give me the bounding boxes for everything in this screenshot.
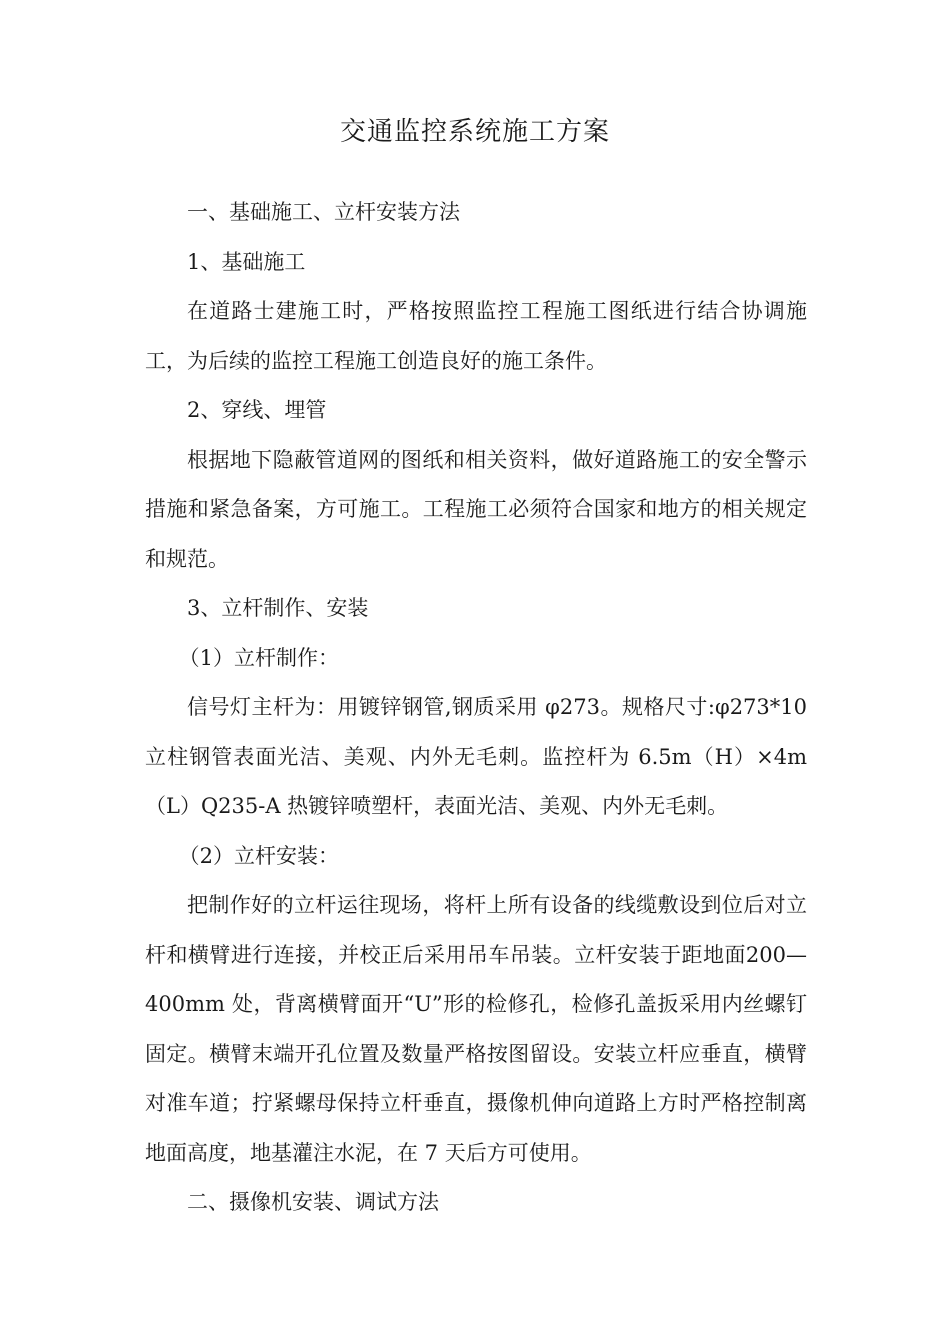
- document-body: [145, 188, 807, 1228]
- paragraph-pole-making: 信号灯主杆为：用镀锌钢管,钢质采用 φ273。规格尺寸:φ273*10立柱钢管表面光洁、美观、内外无毛刺。监控杆为 6.5m（H）×4m（L）Q235-A 热镀锌喷塑杆，表面光洁、美观、内外无毛刺。: [145, 695, 807, 818]
- subheading-foundation: 1、基础施工: [187, 249, 306, 274]
- section-heading-2: 二、摄像机安装、调试方法: [187, 1190, 439, 1214]
- subheading-pole-install: （2）立杆安装：: [178, 843, 339, 868]
- subheading-wiring: 2、穿线、埋管: [187, 398, 327, 422]
- paragraph-pole-install: 把制作好的立杆运往现场，将杆上所有设备的线缆敷设到位后对立杆和横臂进行连接，并校正后采用吊车吊装。立杆安装于距地面200—400mm 处，背离横臂面开“U”形的检修孔，检修孔盖扳采用内丝螺钉固定。横臂末端开孔位置及数量严格按图留设。安装立杆应垂直，横臂对准车道；拧紧螺母保持立杆垂直，摄像机伸向道路上方时严格控制离地面高度，地基灌注水泥，在 7 天后方可使用。: [145, 893, 807, 1165]
- paragraph-wiring: 根据地下隐蔽管道网的图纸和相关资料，做好道路施工的安全警示措施和紧急备案，方可施工。工程施工必须符合国家和地方的相关规定和规范。: [145, 447, 807, 571]
- document-title: 交通监控系统施工方案: [339, 117, 610, 147]
- section-heading-1: 一、基础施工、立杆安装方法: [187, 200, 460, 224]
- subheading-pole-making: （1）立杆制作：: [178, 645, 339, 670]
- subheading-pole: 3、立杆制作、安装: [187, 596, 369, 620]
- paragraph-foundation: 在道路士建施工时，严格按照监控工程施工图纸进行结合协调施工，为后续的监控工程施工创造良好的施工条件。: [145, 299, 807, 373]
